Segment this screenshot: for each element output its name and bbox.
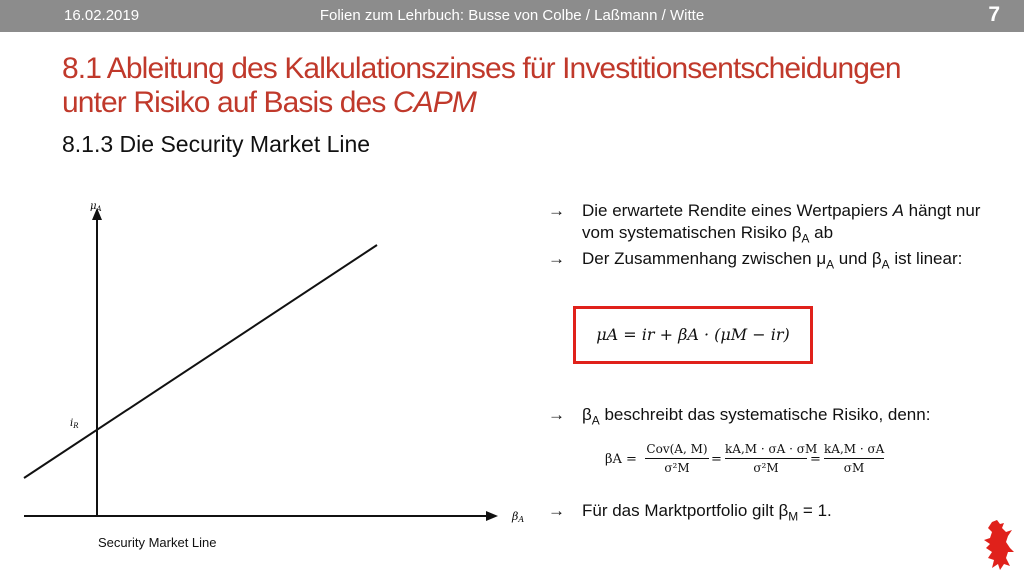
security-market-line [24,245,377,478]
beta-lhs: βA = [605,452,637,467]
right-arrow-icon: → [548,249,565,268]
y-axis-label: $\mu_A$ [90,201,102,213]
slide-title-line2 [62,86,962,120]
header-title: Folien zum Lehrbuch: Busse von Colbe / Laßmann / Witte [319,7,705,24]
capm-formula-box [573,306,813,364]
fraction-correlation-denominator: σ²M [753,461,779,475]
slide-number: 7 [988,3,1000,26]
header-bar [0,0,1024,32]
x-axis-arrowhead [486,511,498,521]
beta-equation [605,442,905,486]
security-market-line-chart [20,190,540,530]
bullet-linear-relation: → Der Zusammenhang zwischen $\mu_A$ und $\beta_A$ ist linear: [548,249,963,272]
berlin-bear-logo [978,518,1020,574]
fraction-cov-denominator: σ²M [664,461,690,475]
title-line2-text: unter Risiko auf Basis des [62,86,393,119]
bullet-market-portfolio: → Für das Marktportfolio gilt $\beta_M = 1$. [548,501,832,524]
equals-sign: = [711,452,722,467]
bullet-expected-return: → Die erwartete Rendite eines Wertpapiers A hängt nur vom systematischen Risiko $\beta_A$ ab [548,201,981,246]
chart-caption: Security Market Line [98,535,217,550]
fraction-cov [645,442,709,475]
slide-title [62,52,962,120]
fraction-reduced [824,442,884,475]
fraction-correlation-numerator: kA,M · σA · σM [725,442,818,456]
x-axis-label: βA [512,510,525,524]
header-date: 16.02.2019 [64,7,140,24]
equals-sign: = [810,452,821,467]
right-arrow-icon: → [548,201,565,220]
fraction-correlation [725,442,818,475]
slide-title-line1: 8.1 Ableitung des Kalkulationszinses für Investitionsentscheidungen [62,52,901,85]
fraction-reduced-denominator: σM [843,461,865,475]
title-line2-em: CAPM [392,86,476,119]
capm-formula: μA = ir + βA · (μM − ir) [596,325,790,344]
right-arrow-icon: → [548,405,565,424]
fraction-cov-numerator: Cov(A, M) [646,442,708,456]
bullet-systematic-risk: → $\beta_A$ beschreibt das systematische Risiko, denn: [548,405,931,428]
slide-subtitle: 8.1.3 Die Security Market Line [62,131,371,157]
right-arrow-icon: → [548,501,565,520]
intercept-label: $i_R$ [70,418,79,430]
fraction-reduced-numerator: kA,M · σA [824,442,885,456]
